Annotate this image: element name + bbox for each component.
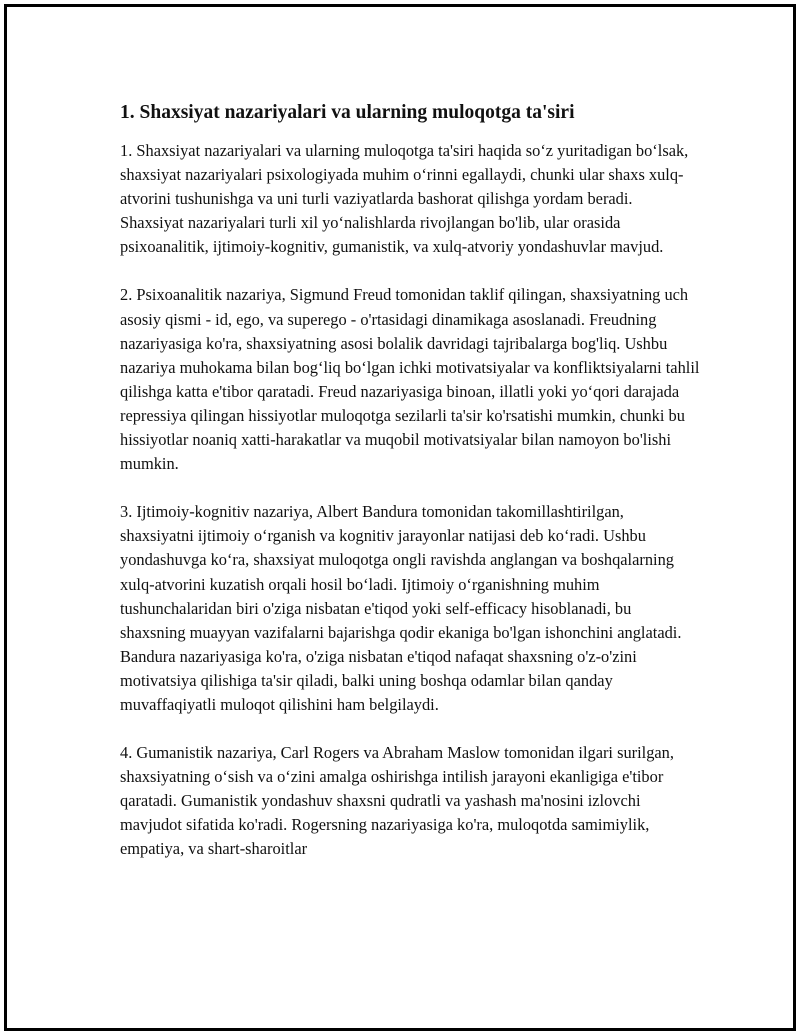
paragraph-4: 4. Gumanistik nazariya, Carl Rogers va Abraham Maslow tomonidan ilgari surilgan, shaxsiyatning o‘sish va o‘zini amalga oshirishga intilish jarayoni ekanligiga e'tibor qaratadi. Gumanistik yondashuv shaxsni qudratli va yashash ma'nosini izlovchi mavjudot sifatida ko'radi. Rogersning nazariyasiga ko'ra, muloqotda samimiylik, empatiya, va shart-sharoitlar	[120, 743, 674, 859]
paragraph-3: 3. Ijtimoiy-kognitiv nazariya, Albert Bandura tomonidan takomillashtirilgan, shaxsiyatni ijtimoiy o‘rganish va kognitiv jarayonlar natijasi deb ko‘radi. Ushbu yondashuvga ko‘ra, shaxsiyat muloqotga ongli ravishda anglangan va boshqalarning xulq-atvorini kuzatish orqali hosil bo‘ladi. Ijtimoiy o‘rganishning muhim tushunchalaridan biri o'ziga nisbatan e'tiqod yoki self-efficacy hisoblanadi, bu shaxsning muayyan vazifalarni bajarishga qodir ekaniga bo'lgan ishonchini anglatadi. Bandura nazariyasiga ko'ra, o'ziga nisbatan e'tiqod nafaqat shaxsning o'z-o'zini motivatsiya qilishiga ta'sir qiladi, balki uning boshqa odamlar bilan qanday muvaffaqiyatli muloqot qilishini ham belgilaydi.	[120, 502, 682, 714]
document-title: 1. Shaxsiyat nazariyalari va ularning muloqotga ta'siri	[120, 102, 575, 123]
document-page	[4, 4, 796, 1031]
paragraph-1: 1. Shaxsiyat nazariyalari va ularning muloqotga ta'siri haqida so‘z yuritadigan bo‘lsak, shaxsiyat nazariyalari psixologiyada muhim o‘rinni egallaydi, chunki ular shaxs xulq-atvorini tushunishga va uni turli vaziyatlarda bashorat qilishga yordam beradi. Shaxsiyat nazariyalari turli xil yo‘nalishlarda rivojlangan bo'lib, ular orasida psixoanalitik, ijtimoiy-kognitiv, gumanistik, va xulq-atvoriy yondashuvlar mavjud.	[120, 141, 689, 257]
paragraph-2: 2. Psixoanalitik nazariya, Sigmund Freud tomonidan taklif qilingan, shaxsiyatning uch asosiy qismi - id, ego, va superego - o'rtasidagi dinamikaga asoslanadi. Freudning nazariyasiga ko'ra, shaxsiyatning asosi bolalik davridagi tajribalarga bog'liq. Ushbu nazariya muhokama bilan bog‘liq bo‘lgan ichki motivatsiyalar va konfliktsiyalarni tahlil qilishga katta e'tibor qaratadi. Freud nazariyasiga binoan, illatli yoki yo‘qori darajada repressiya qilingan hissiyotlar muloqotga sezilarli ta'sir ko'rsatishi mumkin, chunki bu hissiyotlar noaniq xatti-harakatlar va muqobil motivatsiyalar bilan namoyon bo'lishi mumkin.	[120, 285, 700, 474]
document-body	[120, 99, 700, 886]
